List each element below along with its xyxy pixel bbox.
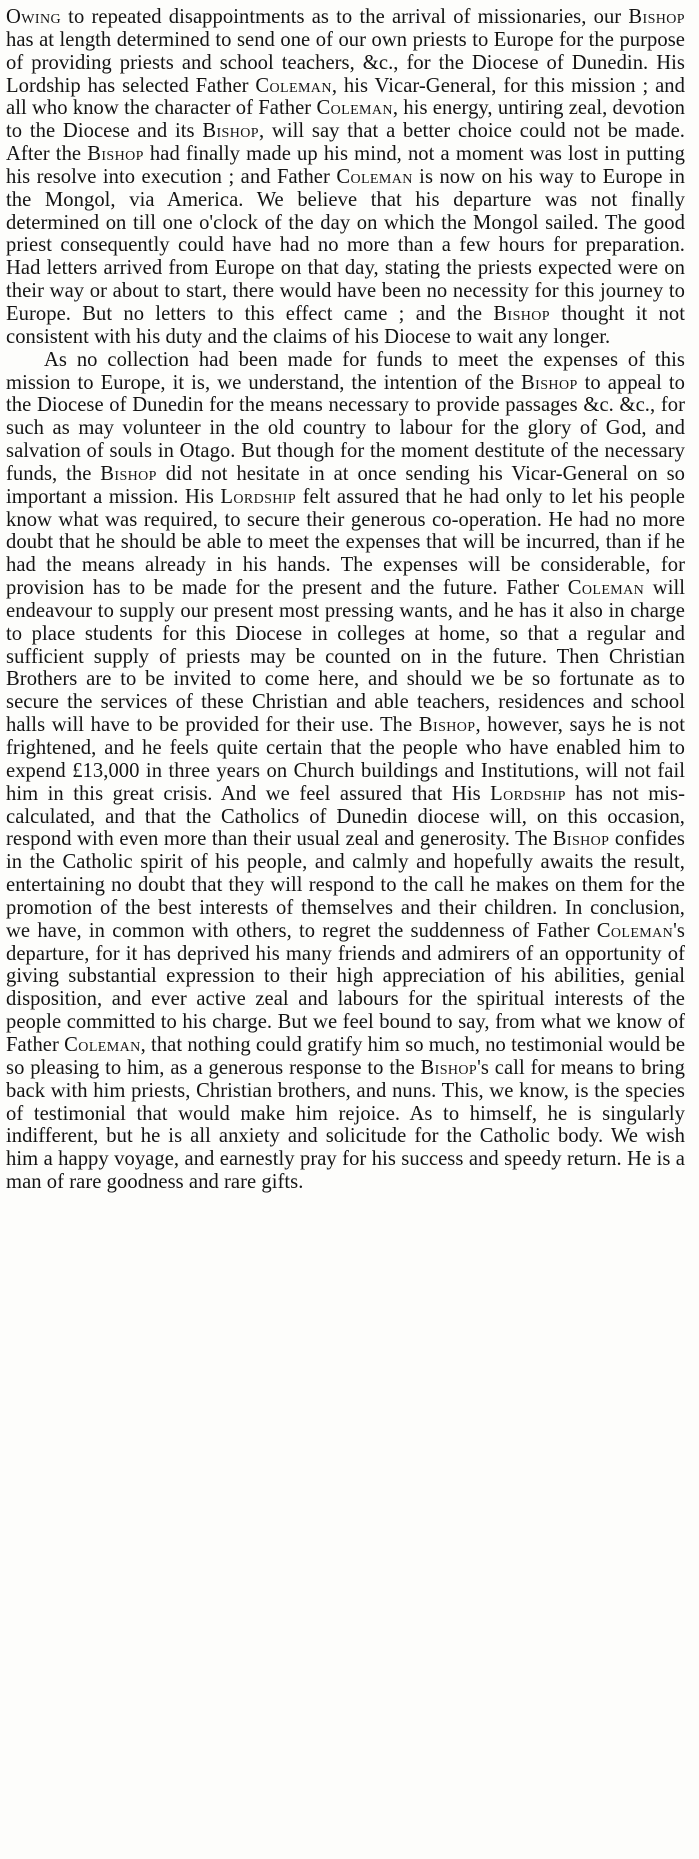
small-caps-name: Lordship [220, 485, 297, 508]
text-run: did not hesitate in at once sending his Vicar-General on so important a mission. His [6, 462, 686, 508]
text-run: will endeavour to supply our present most pressing wants, and he has it also in charge to place students for this Diocese in colleges at home, so that a regular and sufficient supply of priests may be counted on in the future. Then Christian Brothers are to be invited to come here, and should we be so fortunate as to secure the services of these Christian and able teachers, residences and school halls will have to be provided for their use. The [6, 577, 686, 737]
small-caps-name: Coleman [336, 165, 413, 188]
text-run: , will say that a better choice could not be made. After the [6, 120, 685, 166]
text-run: 's call for means to bring back with him priests, Christian brothers, and nuns. This, we know, is the species of testimonial that would make him rejoice. As to himself, he is singularly indifferent, but he is all anxiety and solicitude for the Catholic body. We wish him a happy voyage, and earnestly pray for his success and speedy return. He is a man of rare goodness and rare gifts. [6, 1056, 685, 1194]
small-caps-name: Coleman [596, 919, 674, 942]
text-run: , that nothing could gratify him so much, no testimonial would be so pleasing to him, as a generous response to the [6, 1033, 686, 1079]
small-caps-name: Coleman [316, 97, 393, 120]
text-run: has at length determined to send one of our own priests to Europe for the purpose of providing priests and school teachers, &c., for the Diocese of Dunedin. His Lordship has selected Father [6, 28, 685, 97]
text-run: , his Vicar-General, for this mission ; and all who know the character of Father [6, 74, 685, 120]
text-run: confides in the Catholic spirit of his people, and calmly and hopefully awaits the result, entertaining no doubt that they will respond to the call he makes on them for the promotion of the best interests of themselves and their children. In conclusion, we have, in common with others, to regret the suddenness of Father [6, 828, 685, 942]
small-caps-name: Bishop [418, 714, 476, 737]
small-caps-name: Bishop [493, 302, 550, 325]
small-caps-name: Lordship [490, 782, 566, 805]
text-run: , however, says he is not frightened, and he feels quite certain that the people who have enabled him to expend £13,000 in three years on Church buildings and Institutions, will not fail him in this great crisis. And we feel assured that His [6, 714, 685, 805]
text-run: is now on his way to Europe in the Mongol, via America. We believe that his departure was not finally determined on till one o'clock of the day on which the Mongol sailed. The good priest consequently could have had no more than a few hours for preparation. Had letters arrived from Europe on that day, stating the priests expected were on their way or about to start, there would have been no necessity for this journey to Europe. But no letters to this effect came ; and the [6, 165, 685, 325]
small-caps-name: Bishop [628, 6, 685, 28]
small-caps-name: Coleman [64, 1033, 141, 1056]
small-caps-name: Bishop [100, 462, 157, 485]
small-caps-name: Bishop [87, 143, 144, 166]
small-caps-name: Coleman [567, 577, 645, 600]
small-caps-name: Bishop [420, 1056, 478, 1079]
text-run: to appeal to the Diocese of Dunedin for the means necessary to provide passages &c. &c., for such as may volunteer in the old country to labour for the glory of God, and salvation of souls in Otago. But though for the moment destitute of the necessary funds, the [6, 371, 685, 485]
article-paragraph-1 [6, 6, 685, 349]
article-paragraph-2 [6, 349, 685, 1194]
text-run: 's departure, for it has deprived his many friends and admirers of an opportunity of giving substantial expression to their high appreciation of his abilities, genial disposition, and ever active zeal and labours for the spiritual interests of the people committed to his charge. But we feel bound to say, from what we know of Father [6, 919, 685, 1056]
small-caps-name: Bishop [202, 120, 259, 143]
text-run: felt assured that he had only to let his people know what was required, to secure their generous co-operation. He had no more doubt that he should be able to meet the expenses that will be incurred, than if he had the means already in his hands. The expenses will be considerable, for provision has to be made for the present and the future. Father [6, 485, 686, 600]
small-caps-name: Bishop [521, 371, 578, 394]
small-caps-name: Coleman [255, 74, 332, 97]
text-run: to repeated disappointments as to the arrival of missionaries, our [60, 6, 629, 28]
text-run: has not mis-calculated, and that the Catholics of Dunedin diocese will, on this occasion, respond with even more than their usual zeal and generosity. The [6, 782, 686, 851]
text-run: had finally made up his mind, not a moment was lost in putting his resolve into execution ; and Father [6, 143, 685, 188]
small-caps-name: Owing [6, 6, 61, 28]
text-run: thought it not consistent with his duty and the claims of his Diocese to wait any longer. [6, 302, 685, 348]
text-run: As no collection had been made for funds to meet the expenses of this mission to Europe, it is, we understand, the intention of the [6, 348, 685, 394]
small-caps-name: Bishop [552, 828, 610, 851]
text-run: , his energy, untiring zeal, devotion to the Diocese and its [6, 97, 686, 143]
article-body [6, 6, 685, 1194]
